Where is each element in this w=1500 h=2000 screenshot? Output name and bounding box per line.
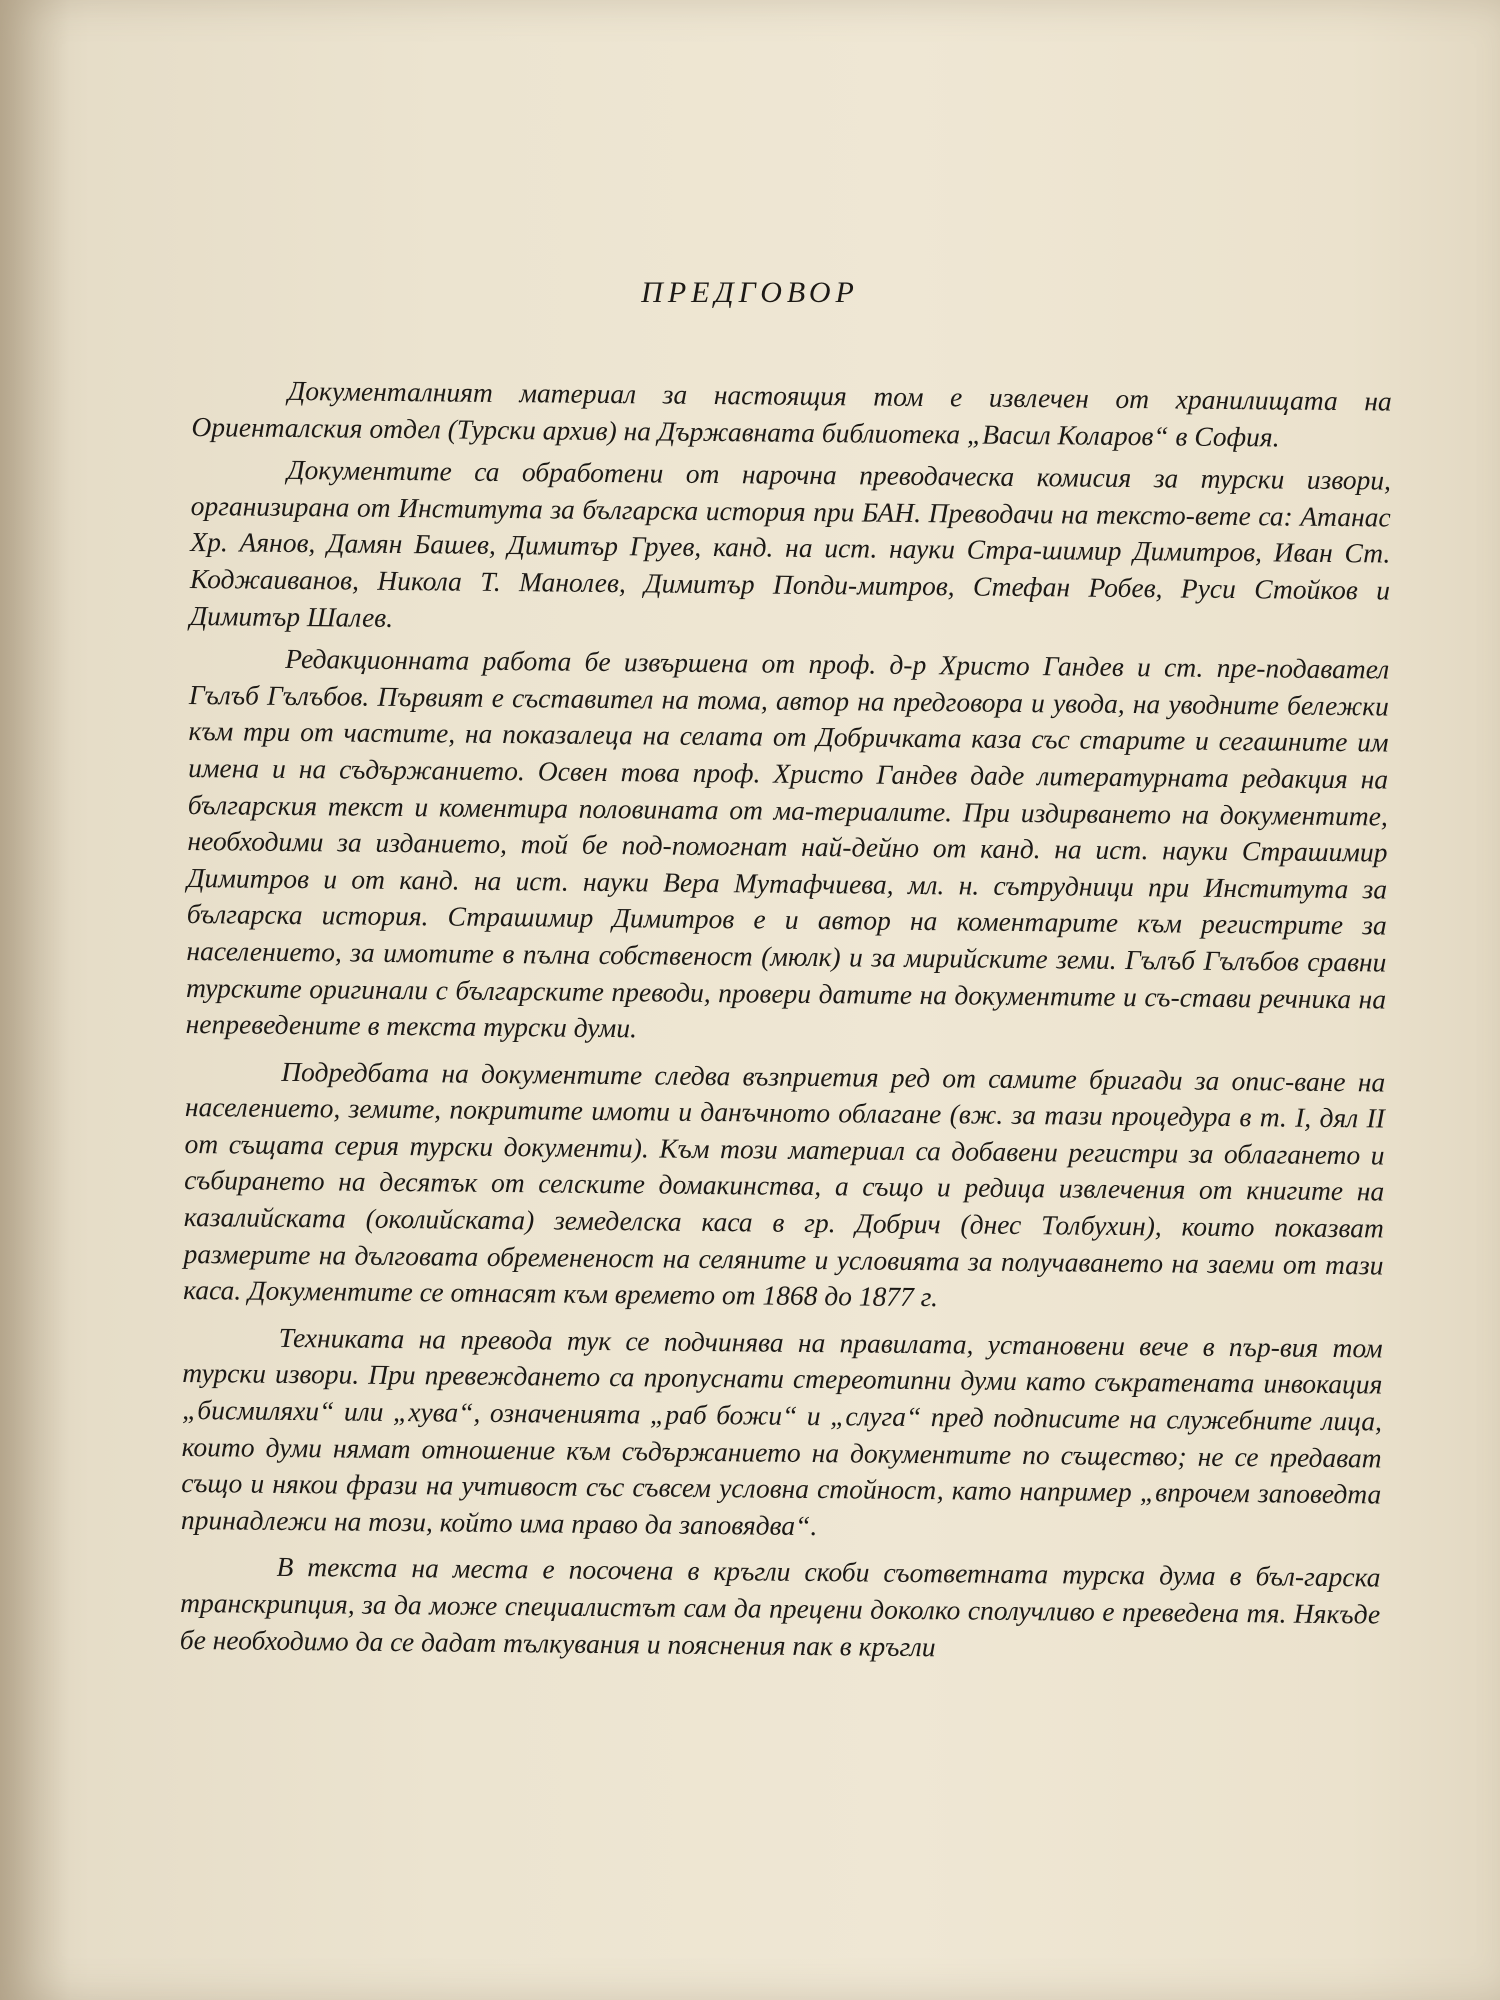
paragraph-3: Редакционната работа бе извършена от проф. д-р Христо Гандев и ст. пре-подавател Гълъб Гълъбов. Първият е съставител на тома, автор на предговора и увода, на уводните бележки към три от частите, на показалеца на селата от Добричката каза със старите и сегашните им имена и на съдържанието. Освен това проф. Христо Гандев даде литературната редакция на българския текст и коментира половината от ма-териалите. При издирването на документите, необходими за изданието, той бе под-помогнат най-дейно от канд. на ист. науки Страшимир Димитров и от канд. на ист. науки Вера Мутафчиева, мл. н. сътрудници при Института за българска история. Страшимир Димитров е и автор на коментарите към регистрите за населението, за имотите в пълна собственост (мюлк) и за мирийските земи. Гълъб Гълъбов сравни турските оригинали с българските преводи, провери датите на документите и съ-стави речника на непреведените в текста турски думи. [185, 643, 1390, 1044]
paragraph-6: В текста на места е посочена в кръгли скоби съответната турска дума в бъл-гарска транскрипция, за да може специалистът сам да прецени доколко сполучливо е преведена тя. Някъде бе необходимо да се дадат тълкувания и пояснения пак в кръгли [179, 1551, 1381, 1662]
paragraph-4: Подредбата на документите следва възприетия ред от самите бригади за опис-ване на населението, земите, покритите имоти и данъчното облагане (вж. за тази процедура в т. I, дял II от същата серия турски документи). Към този материал са добавени регистри за облагането и събирането на десятък от селските домакинства, а също и редица извлечения от книгите на казалийската (околийската) земеделска каса в гр. Добрич (днес Толбухин), които показват размерите на дълговата обремененост на селяните и условията за получаването на заеми от тази каса. Документите се отнасят към времето от 1868 до 1877 г. [183, 1055, 1386, 1313]
paragraph-1: Документалният материал за настоящия том е извлечен от хранилищата на Ориенталския отдел (Турски архив) на Държавната библиотека „Васил Коларов“ в София. [191, 374, 1392, 453]
page-title: ПРЕДГОВОР [641, 276, 859, 309]
paragraph-2: Документите са обработени от нарочна преводаческа комисия за турски извори, организирана от Института за българска история при БАН. Преводачи на тексто-вете са: Атанас Хр. Аянов, Дамян Башев, Димитър Груев, канд. на ист. науки Стра-шимир Димитров, Иван Ст. Коджаиванов, Никола Т. Манолев, Димитър Попди-митров, Стефан Робев, Руси Стойков и Димитър Шалев. [189, 454, 1392, 633]
paragraph-5: Техниката на превода тук се подчинява на правилата, установени вече в пър-вия том турски извори. При превеждането са пропуснати стереотипни думи като съкратената инвокация „бисмиляхи“ или „хува“, означенията „раб божи“ и „слуга“ пред подписите на служебните лица, които думи нямат отношение към съдържанието на документите по същество; не се предават също и някои фрази на учтивост със съвсем условна стойност, като например „впрочем заповедта принадлежи на този, който има право да заповядва“. [180, 1321, 1383, 1541]
preface-body [180, 372, 1392, 1676]
